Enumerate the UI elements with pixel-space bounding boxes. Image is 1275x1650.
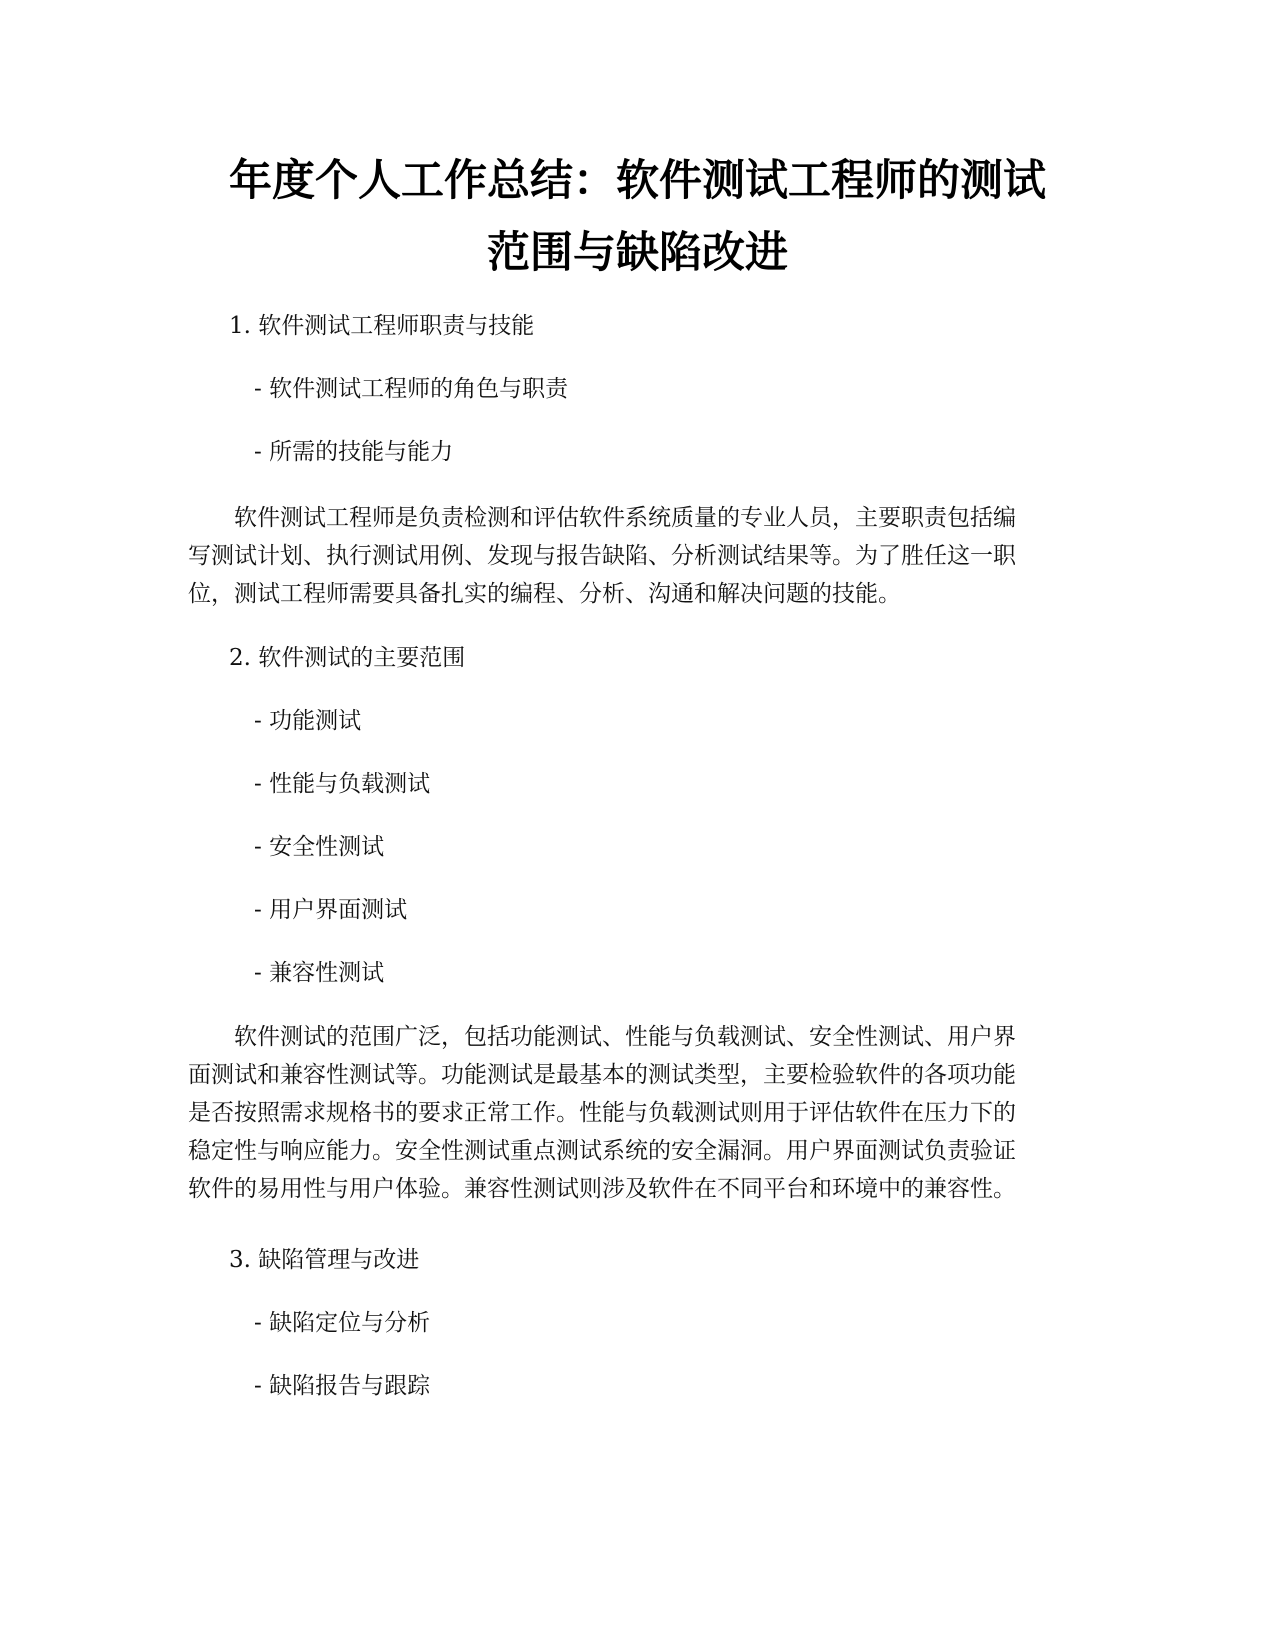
paragraph-line: 软件测试工程师是负责检测和评估软件系统质量的专业人员，主要职责包括编: [188, 505, 1016, 531]
section-2-item-1: - 功能测试: [254, 708, 362, 734]
document-title: [180, 145, 1095, 289]
paragraph-line: 软件的易用性与用户体验。兼容性测试则涉及软件在不同平台和环境中的兼容性。: [188, 1176, 1016, 1202]
paragraph-line: 软件测试的范围广泛，包括功能测试、性能与负载测试、安全性测试、用户界: [188, 1024, 1016, 1050]
section-1-heading: 1. 软件测试工程师职责与技能: [229, 313, 535, 339]
section-1-paragraph: [188, 499, 1088, 613]
paragraph-line: 面测试和兼容性测试等。功能测试是最基本的测试类型，主要检验软件的各项功能: [188, 1062, 1016, 1088]
paragraph-line: 写测试计划、执行测试用例、发现与报告缺陷、分析测试结果等。为了胜任这一职: [188, 543, 1016, 569]
section-3-item-2: - 缺陷报告与跟踪: [254, 1373, 431, 1399]
section-2-item-2: - 性能与负载测试: [254, 771, 431, 797]
section-2-item-3: - 安全性测试: [254, 834, 385, 860]
paragraph-line: 是否按照需求规格书的要求正常工作。性能与负载测试则用于评估软件在压力下的: [188, 1100, 1016, 1126]
section-1-item-1: - 软件测试工程师的角色与职责: [254, 376, 569, 402]
paragraph-line: 稳定性与响应能力。安全性测试重点测试系统的安全漏洞。用户界面测试负责验证: [188, 1138, 1016, 1164]
section-2-paragraph: [188, 1018, 1088, 1208]
section-2-heading: 2. 软件测试的主要范围: [229, 645, 466, 671]
section-1-item-2: - 所需的技能与能力: [254, 439, 454, 465]
section-2-item-5: - 兼容性测试: [254, 960, 385, 986]
title-line-2: 范围与缺陷改进: [487, 228, 788, 278]
title-line-1: 年度个人工作总结：软件测试工程师的测试: [229, 156, 1046, 206]
section-3-item-1: - 缺陷定位与分析: [254, 1310, 431, 1336]
paragraph-line: 位，测试工程师需要具备扎实的编程、分析、沟通和解决问题的技能。: [188, 581, 901, 607]
section-2-item-4: - 用户界面测试: [254, 897, 408, 923]
section-3-heading: 3. 缺陷管理与改进: [229, 1247, 420, 1273]
